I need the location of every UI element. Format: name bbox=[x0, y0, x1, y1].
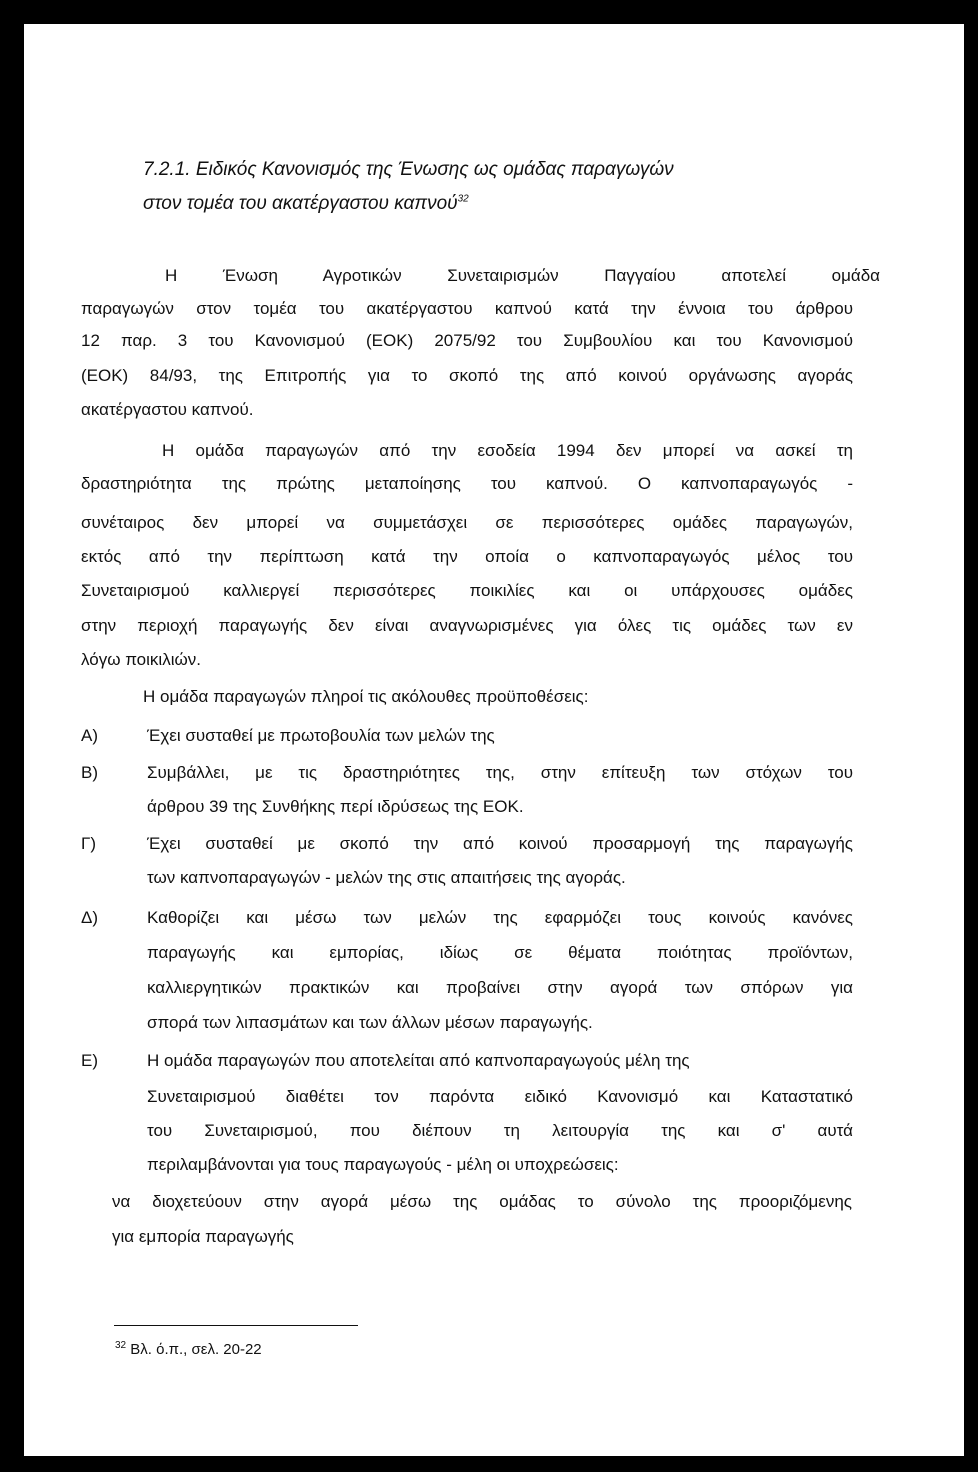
para2-line-3: συνέταιρος δεν μπορεί να συμμετάσχει σε περισσότερες ομάδες παραγωγών, bbox=[81, 513, 853, 532]
list-d-line-1: Καθορίζει και μέσω των μελών της εφαρμόζει τους κοινούς κανόνες bbox=[147, 908, 853, 927]
para2-line-4: εκτός από την περίπτωση κατά την οποία ο καπνοπαραγωγός μέλος του bbox=[81, 547, 853, 566]
list-e-line-3: του Συνεταιρισμού, που διέπουν τη λειτουργία της και σ' αυτά bbox=[147, 1121, 853, 1140]
list-label-d: Δ) bbox=[81, 908, 99, 927]
footnote bbox=[115, 1339, 262, 1361]
list-label-c: Γ) bbox=[81, 834, 97, 853]
para1-line-5: ακατέργαστου καπνού. bbox=[81, 400, 254, 419]
para2-line-7: λόγω ποικιλιών. bbox=[81, 650, 201, 669]
list-d-line-4: σπορά των λιπασμάτων και των άλλων μέσων παραγωγής. bbox=[147, 1013, 593, 1032]
list-d-line-2: παραγωγής και εμπορίας, ιδίως σε θέματα ποιότητας προϊόντων, bbox=[147, 943, 853, 962]
section-heading-line-2: στον τομέα του ακατέργαστου καπνού$^{32}$ bbox=[143, 193, 469, 214]
footnote-number: 32 bbox=[115, 1340, 127, 1351]
list-b-line-1: Συμβάλλει, με τις δραστηριότητες της, στην επίτευξη των στόχων του bbox=[147, 763, 853, 782]
para2-line-5: Συνεταιρισμού καλλιεργεί περισσότερες ποικιλίες και οι υπάρχουσες ομάδες bbox=[81, 581, 853, 600]
heading-footnote-ref: 32 bbox=[457, 193, 469, 205]
para1-line-4: (ΕΟΚ) 84/93, της Επιτροπής για το σκοπό της από κοινού οργάνωσης αγοράς bbox=[81, 366, 853, 385]
list-e-line-1: Η ομάδα παραγωγών που αποτελείται από καπνοπαραγωγούς μέλη της bbox=[147, 1051, 690, 1070]
para2-line-2: δραστηριότητα της πρώτης μεταποίησης του καπνού. Ο καπνοπαραγωγός - bbox=[81, 474, 853, 493]
conditions-intro: Η ομάδα παραγωγών πληροί τις ακόλουθες προϋποθέσεις: bbox=[143, 687, 589, 706]
para2-line-1: Η ομάδα παραγωγών από την εσοδεία 1994 δεν μπορεί να ασκεί τη bbox=[162, 441, 853, 460]
list-a-line-1: Έχει συσταθεί με πρωτοβουλία των μελών της bbox=[147, 726, 495, 745]
closing-line-2: για εμπορία παραγωγής bbox=[112, 1227, 294, 1246]
list-c-line-2: των καπνοπαραγωγών - μελών της στις απαιτήσεις της αγοράς. bbox=[147, 868, 626, 887]
para1-line-2: παραγωγών στον τομέα του ακατέργαστου καπνού κατά την έννοια του άρθρου bbox=[81, 299, 853, 318]
para1-line-3: 12 παρ. 3 του Κανονισμού (ΕΟΚ) 2075/92 του Συμβουλίου και του Κανονισμού bbox=[81, 331, 853, 350]
list-e-line-2: Συνεταιρισμού διαθέτει τον παρόντα ειδικό Κανονισμό και Καταστατικό bbox=[147, 1087, 853, 1106]
list-e-line-4: περιλαμβάνονται για τους παραγωγούς - μέλη οι υποχρεώσεις: bbox=[147, 1155, 619, 1174]
list-d-line-3: καλλιεργητικών πρακτικών και προβαίνει στην αγορά των σπόρων για bbox=[147, 978, 853, 997]
list-c-line-1: Έχει συσταθεί με σκοπό την από κοινού προσαρμογή της παραγωγής bbox=[147, 834, 853, 853]
paper-sheet bbox=[24, 24, 964, 1456]
closing-line-1: να διοχετεύουν στην αγορά μέσω της ομάδας το σύνολο της προοριζόμενης bbox=[112, 1192, 852, 1211]
para1-line-1: Η Ένωση Αγροτικών Συνεταιρισμών Παγγαίου αποτελεί ομάδα bbox=[165, 266, 880, 285]
section-heading-line-1: 7.2.1. Ειδικός Κανονισμός της Ένωσης ως ομάδας παραγωγών bbox=[143, 159, 674, 180]
para2-line-6: στην περιοχή παραγωγής δεν είναι αναγνωρισμένες για όλες τις ομάδες των εν bbox=[81, 616, 853, 635]
list-label-b: Β) bbox=[81, 763, 98, 782]
footnote-text: Βλ. ό.π., σελ. 20-22 bbox=[130, 1341, 262, 1358]
list-b-line-2: άρθρου 39 της Συνθήκης περί ιδρύσεως της ΕΟΚ. bbox=[147, 797, 524, 816]
list-label-e: Ε) bbox=[81, 1051, 98, 1070]
footnote-separator bbox=[114, 1325, 358, 1326]
list-label-a: Α) bbox=[81, 726, 98, 745]
